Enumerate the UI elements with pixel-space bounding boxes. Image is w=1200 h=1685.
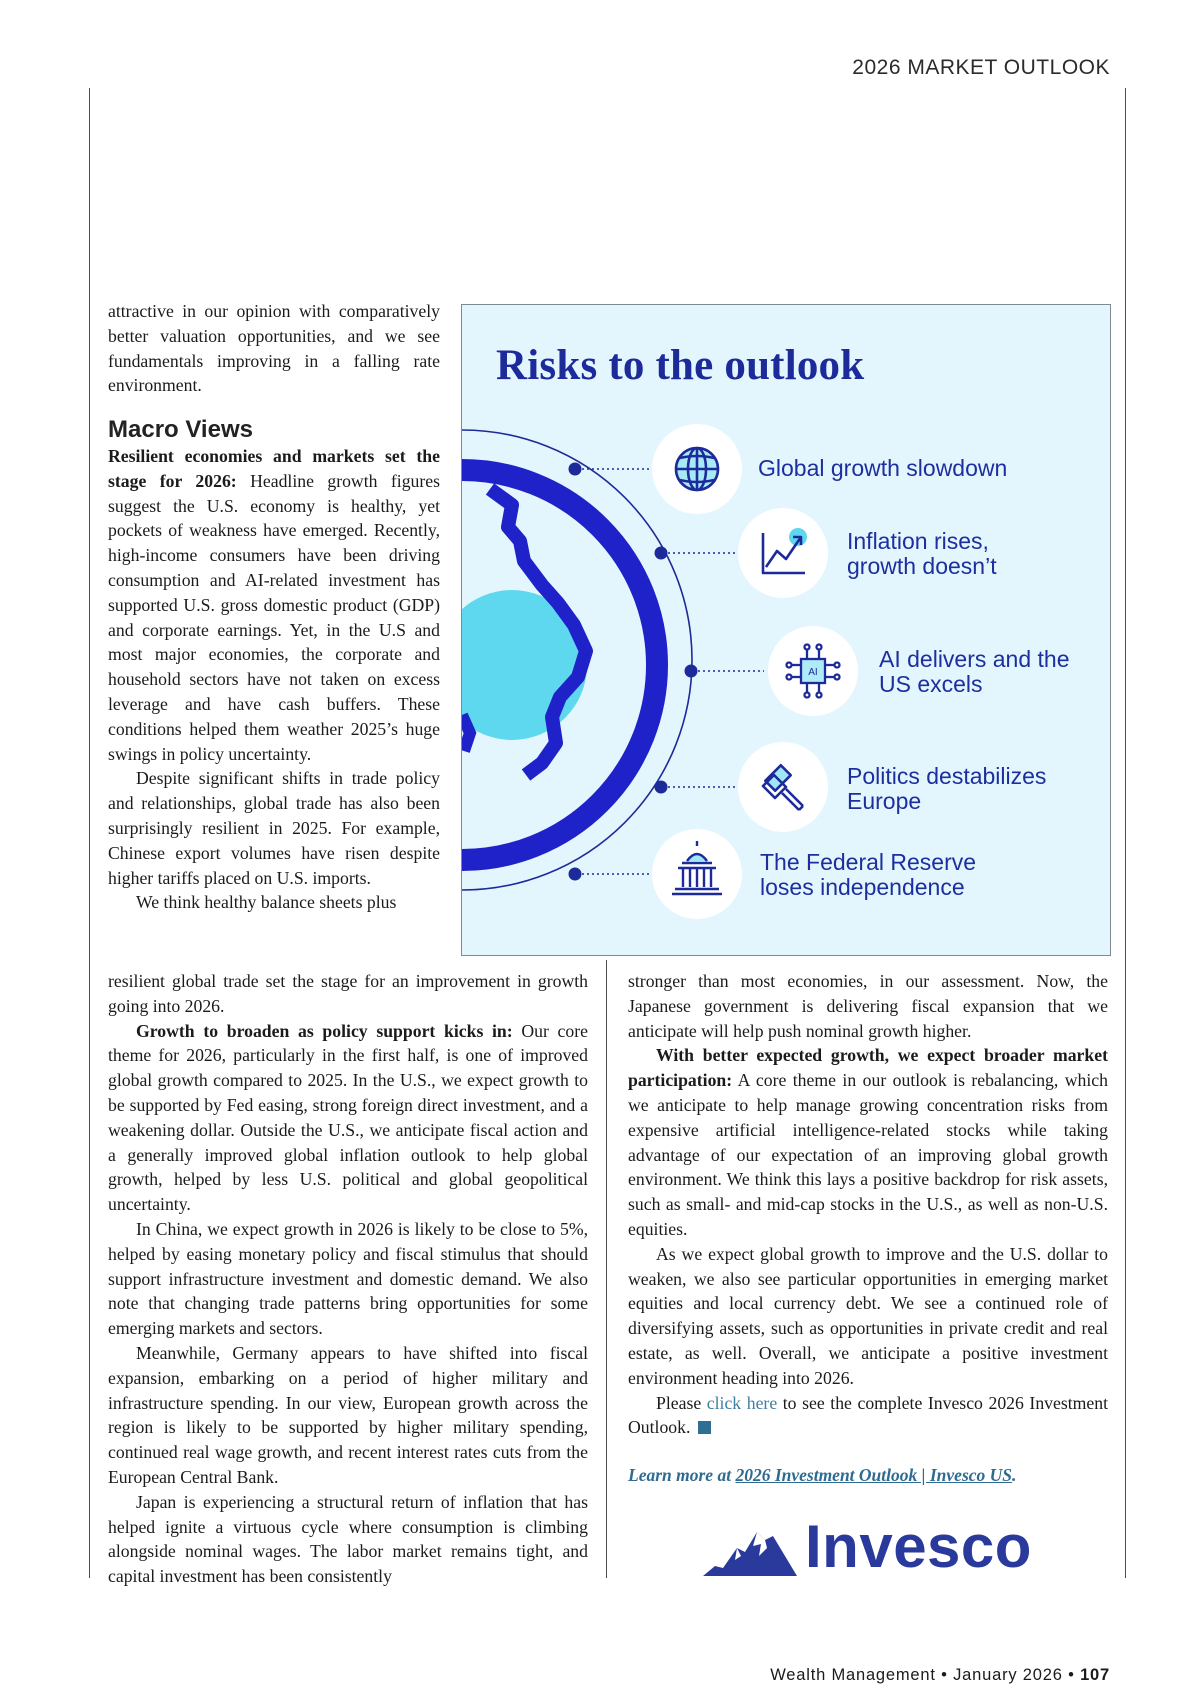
running-head: 2026 MARKET OUTLOOK (852, 56, 1110, 79)
mountain-logo-icon (701, 1518, 801, 1580)
macro-p4-body: Our core theme for 2026, particularly in the first half, is one of improved global growth compared to 2025. In the U.S., we expect growth to be supported by Fed easing, strong foreign direct investment, and a weakening dollar. Outside the U.S., we anticipate fiscal action and a generally improved global inflation outlook to help global growth, helped by less U.S. political and global geopolitical uncertainty. (108, 1020, 588, 1215)
column-divider (606, 960, 607, 1578)
footer-publication: Wealth Management • January 2026 • (770, 1666, 1081, 1684)
right-margin-rule (1125, 88, 1126, 1578)
macro-views-heading: Macro Views (108, 416, 253, 444)
risks-infographic (461, 304, 1111, 956)
macro-paragraph-2: Despite significant shifts in trade policy and relationships, global trade has also been surprisingly resilient in 2025. For example, Chinese export volumes have risen despite higher tariffs placed on U.S. imports. (108, 768, 440, 888)
right-p2-body: A core theme in our outlook is rebalancing, which we anticipate to help manage growing concentration risks from expensive artificial intelligence-related stocks while taking advantage of our expectation of an improving global growth environment. We think this lays a positive backdrop for risk assets, such as small- and mid-cap stocks in the U.S., as well as non-U.S. equities. (628, 1070, 1108, 1239)
macro-paragraph-6: Meanwhile, Germany appears to have shifted into fiscal expansion, embarking on a period of higher military and infrastructure spending. In our view, European growth across the region is likely to be supported by higher military spending, continued real wage growth, and recent interest rates cuts from the European Central Bank. (108, 1342, 588, 1487)
learn-more-line (628, 1465, 1108, 1486)
risk-label-3: AI delivers and the US excels (879, 646, 1070, 697)
right-p4-pre: Please (656, 1392, 707, 1413)
intro-paragraph: attractive in our opinion with comparatively better valuation opportunities, and we see fundamentals improving in a falling rate environment. (108, 301, 440, 396)
left-margin-rule (89, 88, 90, 1578)
icon-circle-4 (738, 742, 828, 832)
click-here-link[interactable]: click here (706, 1392, 778, 1413)
risk-label-4: Politics destabilizes Europe (847, 763, 1047, 814)
connector-dot-1 (569, 463, 582, 476)
right-paragraph-2 (628, 1043, 1108, 1241)
macro-paragraph-4 (108, 1019, 588, 1217)
connector-dot-5 (569, 868, 582, 881)
right-paragraph-3: As we expect global growth to improve and the U.S. dollar to weaken, we also see particular opportunities in emerging market equities and local currency debt. We see a continued role of diversifying assets, such as opportunities in private credit and real estate, as well. Overall, we anticipate a positive investment environment heading into 2026. (628, 1243, 1108, 1388)
macro-paragraph-7: Japan is experiencing a structural return of inflation that has helped ignite a virtuous cycle where consumption is climbing alongside nominal wages. The labor market remains tight, and capital investment has been consistently (108, 1491, 588, 1587)
investment-outlook-link[interactable]: 2026 Investment Outlook | Invesco US (735, 1465, 1013, 1485)
macro-paragraph-1 (108, 444, 440, 766)
connector-dot-2 (655, 547, 668, 560)
risk-label-5: The Federal Reserve loses independence (760, 849, 977, 900)
risk-label-2: Inflation rises, growth doesn’t (847, 528, 997, 579)
page-number: 107 (1080, 1666, 1110, 1684)
connector-dot-4 (655, 781, 668, 794)
page-footer (770, 1666, 1110, 1685)
top-left-column (108, 299, 440, 915)
right-paragraph-4 (628, 1391, 1108, 1441)
right-p2-lead: With better expected growth, we expect broader market participation: (628, 1045, 1108, 1091)
globe-continent-fragment (462, 715, 470, 751)
macro-p1-lead: Resilient economies and markets set the stage for 2026: (108, 445, 440, 491)
macro-paragraph-3a: We think healthy balance sheets plus (136, 892, 397, 913)
macro-p1-body: Headline growth figures suggest the U.S. economy is healthy, yet pockets of weakness have emerged. Recently, high-income consumers have been driving consumption and AI-related investment has supported U.S. gross domestic product (GDP) and corporate earnings. Yet, in the U.S and most major economies, the corporate and household sectors have not taken on excess leverage and have cash buffers. These conditions helped them weather 2025’s huge swings in policy uncertainty. (108, 470, 440, 764)
learn-more-suffix: . (1012, 1465, 1017, 1485)
globe-icon (676, 448, 718, 490)
end-of-article-mark (698, 1421, 711, 1434)
left-column (108, 969, 588, 1589)
icon-circle-2 (738, 508, 828, 598)
macro-paragraph-3b: resilient global trade set the stage for an improvement in growth going into 2026. (108, 971, 588, 1016)
connector-dot-3 (685, 665, 698, 678)
svg-text:AI: AI (808, 667, 818, 678)
macro-paragraph-5: In China, we expect growth in 2026 is likely to be close to 5%, helped by easing monetary policy and fiscal stimulus that should support infrastructure investment and domestic demand. We also note that changing trade patterns bring opportunities for some emerging markets and sectors. (108, 1218, 588, 1339)
invesco-logo (701, 1513, 1041, 1580)
risk-label-1: Global growth slowdown (758, 455, 1008, 481)
right-paragraph-1: stronger than most economies, in our assessment. Now, the Japanese government is delivering fiscal expansion that we anticipate will help push nominal growth higher. (628, 971, 1108, 1041)
infographic-title: Risks to the outlook (496, 342, 865, 389)
right-p4-post: to see the complete Invesco 2026 Investment Outlook. (628, 1392, 1109, 1438)
learn-more-prefix: Learn more at (628, 1465, 736, 1485)
logo-wordmark: Invesco (805, 1513, 1032, 1580)
macro-p4-lead: Growth to broaden as policy support kicks in: (136, 1020, 513, 1041)
right-column (628, 969, 1108, 1440)
